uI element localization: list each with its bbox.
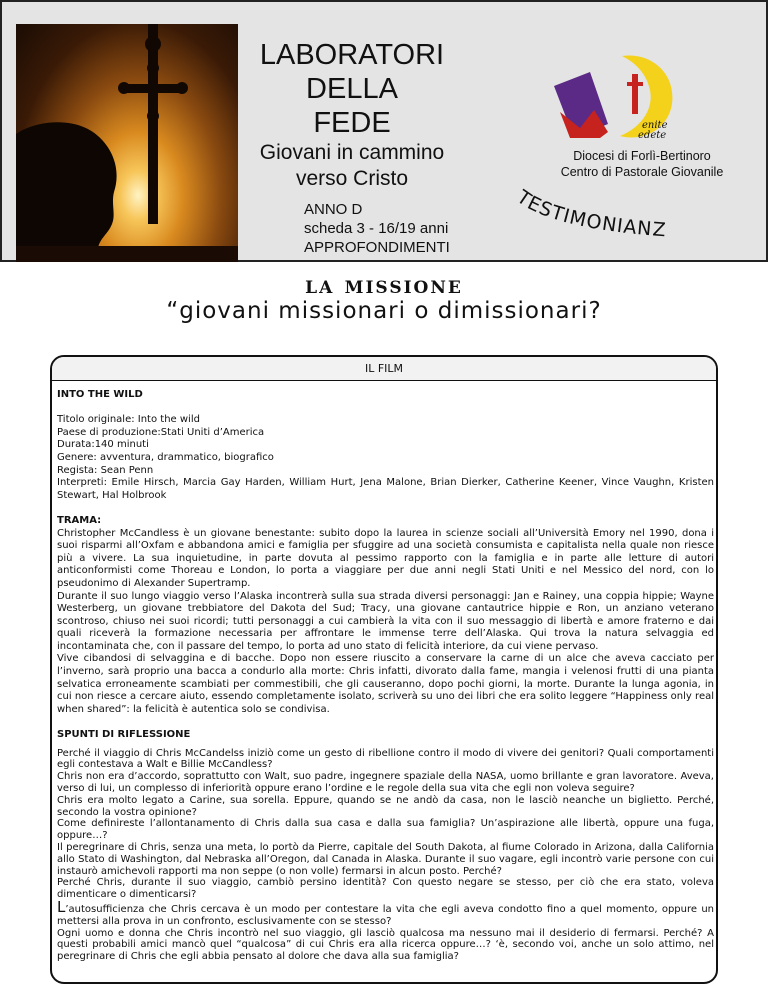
spunti-heading: SPUNTI DI RIFLESSIONE bbox=[57, 729, 191, 741]
diocesi-line-1: Diocesi di Forlì-Bertinoro bbox=[573, 149, 711, 163]
info-line: Paese di produzione:Stati Uniti d’America bbox=[57, 426, 265, 438]
spunti-paragraph: Perché il viaggio di Chris McCandelss iniziò come un gesto di ribellione contro il modo di vivere dei genitori? Quali comportamenti egli contestava a Walt e Billie McCandless? bbox=[57, 747, 714, 771]
film-title: INTO THE WILD bbox=[57, 389, 143, 400]
mission-title: la missione bbox=[305, 270, 463, 299]
trama-heading: TRAMA: bbox=[57, 514, 102, 526]
scheda-info bbox=[304, 200, 504, 257]
info-line: Durata:140 minuti bbox=[57, 439, 149, 451]
trama-paragraph: Durante il suo lungo viaggio verso l’Alaska incontrerà sulla sua strada diversi personaggi: Jan e Rainey, una coppia hippie; Wayne Westerberg, un giovane trebbiatore del Dakota del Sud; Tracy, una giovane cantautrice hippie e Ron, un anziano veterano scontroso, chiuso nei suoi ricordi; tutti personaggi a cui cambierà la vita con il suo messaggio di libertà e amore fraterno e dai quali riceverà la formazione necessaria per affrontare le immense terre dell’Alaska. Qui trova la natura selvaggia ed incontaminata che, con il passare del tempo, lo porta ad uno stato di felicità interiore, da cui viene pervaso. bbox=[57, 590, 714, 652]
anno-line-3: APPROFONDIMENTI bbox=[304, 239, 450, 256]
info-line: Interpreti: Emile Hirsch, Marcia Gay Harden, William Hurt, Jena Malone, Brian Dierker, Catherine Keener, Vince Vaughn, Kristen Stewart, Hal Holbrook bbox=[57, 477, 714, 501]
testimonianza-label bbox=[510, 188, 670, 258]
anno-line-2: scheda 3 - 16/19 anni bbox=[304, 220, 449, 237]
logo-text-2: edete bbox=[638, 130, 667, 141]
drop-letter: L bbox=[57, 897, 66, 916]
spunti-paragraph: Chris era molto legato a Carine, sua sorella. Eppure, quando se ne andò da casa, non le lasciò neanche un biglietto. Perché, secondo la vostra opinione? bbox=[57, 794, 714, 818]
subtitle-line-2: verso Cristo bbox=[295, 167, 409, 190]
title-line-3: FEDE bbox=[313, 107, 391, 139]
trama-paragraph: Vive cibandosi di selvaggina e di bacche. Dopo non essere riuscito a conservare la carne di un alce che aveva cacciato per l’inverno, sarà proprio una bacca a condurlo alla morte: Chris infatti, divorato dalla fame, mangia i velenosi frutti di una pianta selvatica erroneamente scambiati per commestibili, che gli causeranno, dopo pochi giorni, la morte. Durante la lunga agonia, in cui non riesce a cercare aiuto, essendo completamente isolato, scriverà su uno dei libri che era solito leggere “Happiness only real when shared”: la felicità è autentica solo se condivisa. bbox=[57, 653, 714, 715]
title-line-1: LABORATORI bbox=[259, 39, 445, 71]
spunti-paragraph: Come definireste l’allontanamento di Chris dalla sua casa e dalla sua famiglia? Un’aspirazione alle libertà, oppure una fuga, oppure…? bbox=[57, 818, 714, 842]
spunti-paragraph: Il peregrinare di Chris, senza una meta, lo portò da Pierre, capitale del South Dakota, al fiume Colorado in Arizona, dalla California allo Stato di Washington, dal Nebraska all’Oregon, dal Canada in Alaska. Durante il suo vagare, egli incontrò varie persone con cui instaurò amichevoli rapporti ma non seppe (o non volle) fermarsi in alcun posto. Perché? bbox=[57, 842, 714, 877]
info-line: Titolo originale: Into the wild bbox=[57, 414, 200, 426]
trama-paragraph: Christopher McCandless è un giovane benestante: subito dopo la laurea in scienze sociali all’Università Emory nel 1990, dona i suoi risparmi all’Oxfam e abbandona amici e famiglia per sfuggire ad una società consumista e capitalista nella quale non riesce più a vivere. La sua inquietudine, in parte dovuta al pessimo rapporto con la famiglia e in parte alle letture di autori anticonformisti come Thoreau e London, lo porta a viaggiare per due anni negli Stati Uniti e nel Messico del nord, con lo pseudonimo di Alexander Supertramp. bbox=[57, 527, 714, 589]
logo-text-1: enite bbox=[642, 120, 668, 131]
film-panel bbox=[50, 355, 718, 984]
testimonianza-text: TESTIMONIANZ bbox=[512, 188, 668, 242]
mission-subtitle: “giovani missionari o dimissionari? bbox=[166, 298, 602, 324]
spunti-text: ’autosufficienza che Chris cercava è un modo per contestare la vita che egli aveva condotto fino a quel momento, oppure un mettersi alla prova in un confronto, esclusivamente con se stesso? bbox=[57, 903, 714, 927]
main-title bbox=[242, 38, 462, 140]
film-content bbox=[57, 389, 714, 963]
spunti-paragraph: Chris non era d’accordo, soprattutto con Walt, suo padre, ingegnere spaziale della NASA, uomo brillante e gran lavoratore. Aveva, verso di lui, un complesso di inferiorità oppure erano l’ordine e le regole della sua vita che egli non voleva seguire? bbox=[57, 771, 714, 795]
spunti-paragraph: Ogni uomo e donna che Chris incontrò nel suo viaggio, gli lasciò qualcosa ma nessuno mai il desiderio di fermarsi. Perché? A questi probabili amici mancò quel “qualcosa” di cui Chris era alla ricerca oppure…? ‘è, secondo voi, anche un solo attimo, nel peregrinare di Chris che egli abbia pensato al dolore che dava alla sua famiglia? bbox=[57, 927, 714, 963]
spunti-paragraph: Perché Chris, durante il suo viaggio, cambiò persino identità? Con questo negare se stesso, per ciò che era stato, voleva dimenticare o dimenticarsi? bbox=[57, 877, 714, 901]
info-line: Genere: avventura, drammatico, biografico bbox=[57, 451, 274, 463]
subtitle bbox=[242, 140, 462, 192]
subtitle-line-1: Giovani in cammino bbox=[259, 141, 445, 164]
diocesi-line-2: Centro di Pastorale Giovanile bbox=[560, 165, 724, 179]
info-line: Regista: Sean Penn bbox=[57, 464, 154, 476]
panel-header: IL FILM bbox=[52, 357, 716, 381]
header-banner bbox=[0, 0, 768, 262]
diocesi-label bbox=[522, 148, 762, 180]
spunti-paragraph bbox=[57, 897, 714, 928]
title-line-2: DELLA bbox=[306, 73, 398, 105]
cross-silhouette-photo bbox=[16, 24, 238, 262]
anno-line-1: ANNO D bbox=[304, 201, 363, 218]
venite-vedete-logo bbox=[550, 52, 680, 144]
svg-text:TESTIMONIANZA bbox=[510, 188, 667, 241]
spunti-list bbox=[57, 748, 714, 963]
